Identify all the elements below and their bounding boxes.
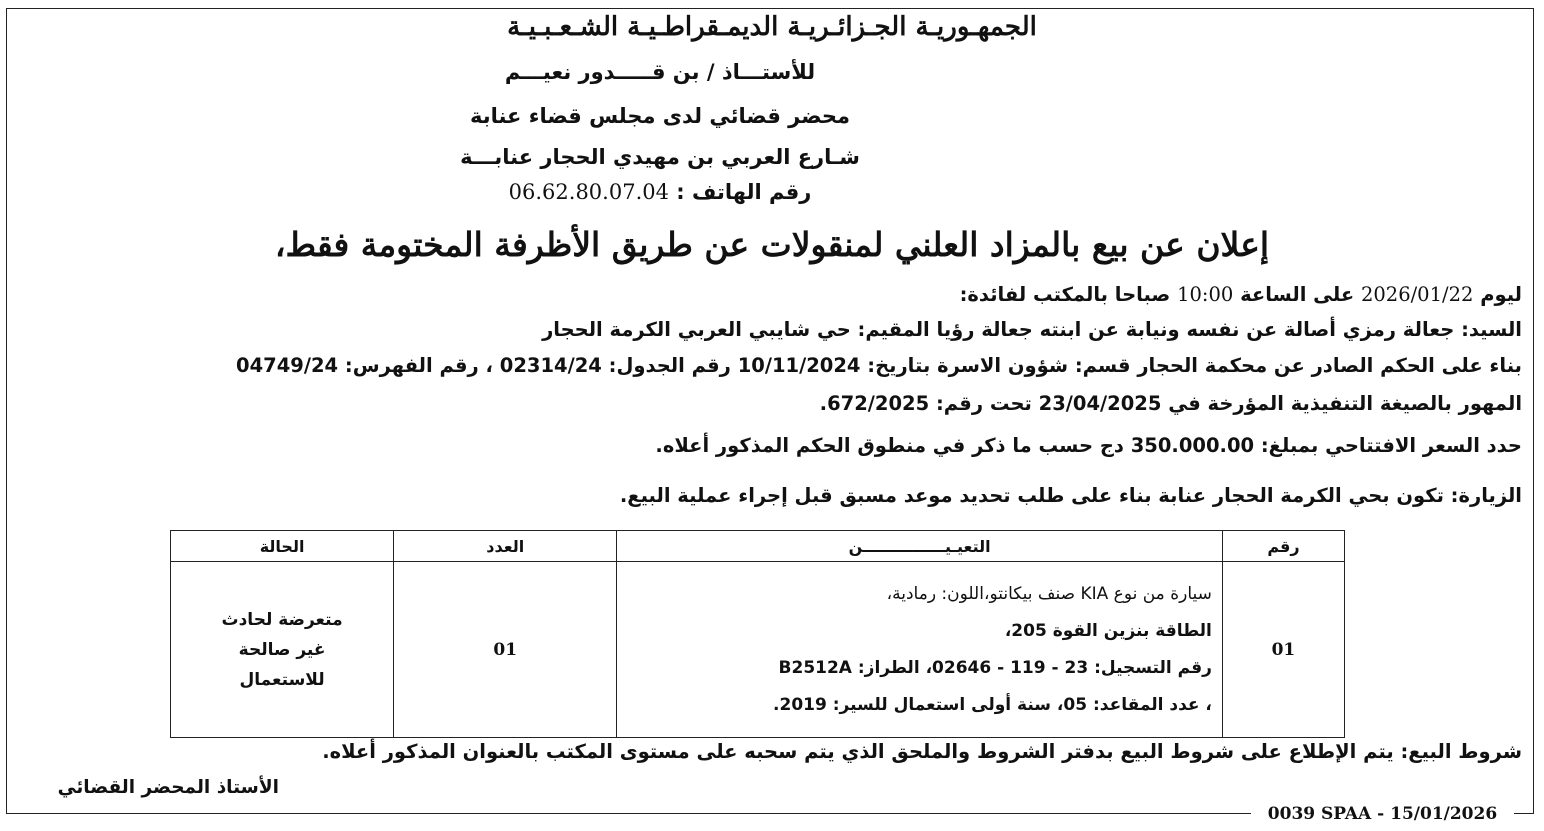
item-number: 01: [1222, 562, 1344, 738]
desc-line: رقم التسجيل: 23 - 119 - 02646، الطراز: B2512A: [778, 657, 1212, 678]
sale-time: 10:00: [1177, 283, 1234, 306]
date-prefix: ليوم: [1480, 283, 1522, 306]
header-designation: التعيـيـــــــــــــــن: [617, 531, 1223, 562]
header-number: رقم: [1222, 531, 1344, 562]
notice-title: إعلان عن بيع بالمزاد العلني لمنقولات عن طريق الأظرفة المختومة فقط،: [274, 225, 1270, 264]
sale-date: 2026/01/22: [1360, 283, 1474, 306]
desc-line: سيارة من نوع KIA صنف بيكانتو،اللون: رمادية،: [886, 583, 1212, 604]
beneficiary-line: السيد: جعالة رمزي أصالة عن نفسه ونيابة عن ابنته جعالة رؤيا المقيم: حي شايبي العربي الكرمة الحجار: [542, 318, 1522, 341]
desc-line: ، عدد المقاعد: 05، سنة أولى استعمال للسير: 2019.: [773, 694, 1212, 715]
item-description: [617, 562, 1223, 738]
sale-date-line: [960, 283, 1522, 306]
reference-number: 0039 SPAA - 15/01/2026: [1251, 803, 1514, 825]
header-condition: الحالة: [171, 531, 394, 562]
condition-line: غير صالحة: [238, 639, 326, 660]
condition-line: للاستعمال: [239, 669, 325, 690]
enforcement-line: المهور بالصيغة التنفيذية المؤرخة في 23/04/2025 تحت رقم: 672/2025.: [819, 392, 1522, 415]
opening-price-line: حدد السعر الافتتاحي بمبلغ: 350.000.00 دج حسب ما ذكر في منطوق الحكم المذكور أعلاه.: [655, 434, 1522, 457]
table-header-row: [171, 531, 1345, 562]
phone-line: [300, 180, 1020, 204]
sale-terms: شروط البيع: يتم الإطلاع على شروط البيع بدفتر الشروط والملحق الذي يتم سحبه على مستوى المكتب بالعنوان المذكور أعلاه.: [322, 740, 1522, 763]
table-row: [171, 562, 1345, 738]
republic-heading: الجمهـوريـة الجـزائـريـة الديمـقراطـيـة الشـعـبـيـة: [507, 12, 1037, 42]
header-quantity: العدد: [394, 531, 617, 562]
bailiff-office: محضر قضائي لدى مجلس قضاء عنابة: [469, 104, 851, 128]
signature: الأستاذ المحضر القضائي: [57, 777, 279, 798]
office-address: شـارع العربي بن مهيدي الحجار عنابـــة: [460, 145, 860, 169]
item-quantity: 01: [394, 562, 617, 738]
judgment-line: بناء على الحكم الصادر عن محكمة الحجار قسم: شؤون الاسرة بتاريخ: 10/11/2024 رقم الجدول: 02314/24 ، رقم الفهرس: 04749/24: [236, 354, 1522, 377]
desc-line: الطاقة بنزين القوة 205،: [1004, 620, 1212, 641]
bailiff-name: للأستـــاذ / بن قـــــدور نعيـــم: [504, 60, 816, 84]
condition-line: متعرضة لحادث: [221, 609, 343, 630]
phone-label: رقم الهاتف :: [676, 180, 812, 204]
items-table: [170, 530, 1345, 738]
visit-line: الزيارة: تكون بحي الكرمة الحجار عنابة بناء على طلب تحديد موعد مسبق قبل إجراء عملية البيع.: [619, 484, 1522, 507]
item-condition: [171, 562, 394, 738]
phone-number: 06.62.80.07.04: [508, 180, 669, 204]
time-label: على الساعة: [1240, 283, 1355, 306]
office-beneficiary: صباحا بالمكتب لفائدة:: [959, 283, 1171, 306]
